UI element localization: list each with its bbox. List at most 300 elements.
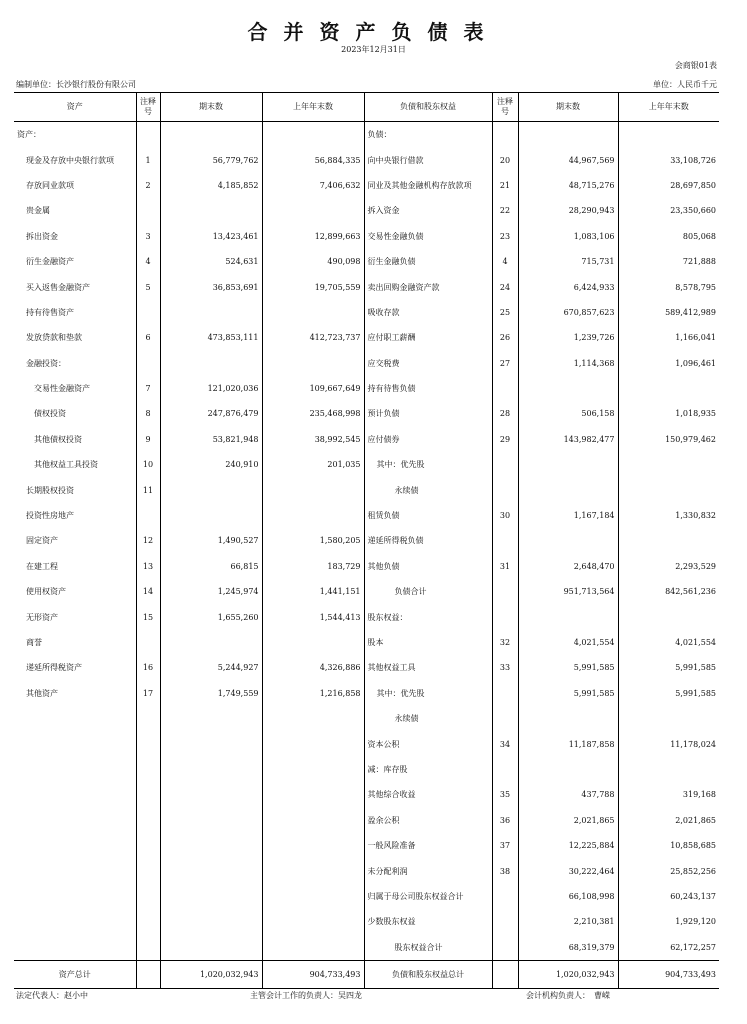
liab-label: 未分配利润 (364, 858, 492, 883)
asset-prior: 235,468,998 (262, 401, 364, 426)
asset-end (160, 630, 262, 655)
liab-label: 同业及其他金融机构存放款项 (364, 173, 492, 198)
liab-note (492, 681, 518, 706)
asset-note (136, 706, 160, 731)
liab-note: 33 (492, 655, 518, 680)
total-asset-prior: 904,733,493 (262, 960, 364, 988)
asset-label (14, 858, 136, 883)
liab-prior (618, 477, 719, 502)
asset-prior (262, 757, 364, 782)
asset-note: 3 (136, 224, 160, 249)
liab-label: 盈余公积 (364, 808, 492, 833)
asset-note (136, 122, 160, 148)
liab-prior: 805,068 (682, 231, 716, 241)
liab-label: 卖出回购金融资产款 (364, 274, 492, 299)
liab-end (518, 604, 618, 629)
report-date: 2023年12月31日 (341, 45, 406, 54)
asset-label (14, 884, 136, 909)
asset-prior: 1,544,413 (262, 604, 364, 629)
asset-label: 衍生金融资产 (14, 249, 136, 274)
table-row (14, 731, 719, 756)
asset-label: 交易性金融资产 (14, 376, 136, 401)
liab-note: 38 (492, 858, 518, 883)
asset-prior (262, 351, 364, 376)
asset-prior (262, 706, 364, 731)
asset-prior: 1,216,858 (262, 681, 364, 706)
liab-note (492, 909, 518, 934)
accounting-dept-head: 会计机构负责人： 曹嵘 (526, 991, 610, 1000)
asset-note: 13 (136, 554, 160, 579)
asset-note: 17 (136, 681, 160, 706)
liab-prior: 5,991,585 (675, 663, 716, 673)
liab-label: 应付职工薪酬 (364, 325, 492, 350)
liab-prior: 33,108,726 (670, 155, 716, 165)
table-row (14, 655, 719, 680)
liab-prior: 150,979,462 (665, 434, 716, 444)
total-liab-prior: 904,733,493 (618, 960, 719, 988)
liab-label: 一般风险准备 (364, 833, 492, 858)
liab-prior: 28,697,850 (670, 180, 716, 190)
legal-representative: 法定代表人：赵小中 (16, 991, 88, 1000)
liab-label: 永续债 (364, 706, 492, 731)
table-row (14, 706, 719, 731)
liab-label: 其他综合收益 (364, 782, 492, 807)
table-row (14, 833, 719, 858)
table-row (14, 604, 719, 629)
asset-label: 商誉 (14, 630, 136, 655)
liab-prior: 23,350,660 (670, 206, 716, 216)
asset-end: 56,779,762 (160, 147, 262, 172)
liab-prior: 8,578,795 (675, 282, 716, 292)
table-row (14, 935, 719, 961)
asset-prior (262, 503, 364, 528)
asset-prior (262, 808, 364, 833)
table-row (14, 427, 719, 452)
table-row (14, 325, 719, 350)
liab-note: 30 (492, 503, 518, 528)
liab-note (492, 477, 518, 502)
asset-prior (262, 731, 364, 756)
liab-note: 24 (492, 274, 518, 299)
liab-prior (618, 376, 719, 401)
asset-end: 473,853,111 (160, 325, 262, 350)
table-row (14, 757, 719, 782)
table-row (14, 884, 719, 909)
total-asset-end: 1,020,032,943 (160, 960, 262, 988)
liab-note: 26 (492, 325, 518, 350)
liab-note: 36 (492, 808, 518, 833)
col-header-end: 期末数 (160, 93, 262, 122)
liab-end: 2,021,865 (518, 808, 618, 833)
liab-label: 归属于母公司股东权益合计 (364, 884, 492, 909)
liab-end (518, 376, 618, 401)
asset-end: 1,490,527 (160, 528, 262, 553)
table-row (14, 782, 719, 807)
asset-note (136, 198, 160, 223)
liab-label: 持有待售负债 (364, 376, 492, 401)
asset-end: 53,821,948 (160, 427, 262, 452)
liab-label: 租赁负债 (364, 503, 492, 528)
currency-unit: 单位：人民币千元 (653, 80, 717, 89)
liab-note: 22 (492, 198, 518, 223)
total-liab-end: 1,020,032,943 (518, 960, 618, 988)
asset-note: 12 (136, 528, 160, 553)
asset-label (14, 935, 136, 961)
liab-end: 506,158 (518, 401, 618, 426)
liab-end: 6,424,933 (518, 274, 618, 299)
asset-end: 1,245,974 (160, 579, 262, 604)
liab-label: 递延所得税负债 (364, 528, 492, 553)
liab-note (492, 528, 518, 553)
liab-end: 951,713,564 (518, 579, 618, 604)
liab-end: 437,788 (518, 782, 618, 807)
asset-end (160, 706, 262, 731)
asset-end (160, 833, 262, 858)
liab-end: 5,991,585 (518, 681, 618, 706)
asset-note (136, 731, 160, 756)
liab-label: 股东权益： (364, 604, 492, 629)
asset-label (14, 706, 136, 731)
liab-prior: 60,243,137 (670, 891, 716, 901)
liab-end: 143,982,477 (518, 427, 618, 452)
asset-note: 8 (136, 401, 160, 426)
col-header-prior: 上年年末数 (262, 93, 364, 122)
col-header-note: 注释号 (136, 93, 160, 122)
liab-label: 资本公积 (364, 731, 492, 756)
table-row (14, 147, 719, 172)
liab-label: 应交税费 (364, 351, 492, 376)
asset-label: 贵金属 (14, 198, 136, 223)
liab-end: 2,210,381 (518, 909, 618, 934)
liab-prior (618, 604, 719, 629)
liab-note: 32 (492, 630, 518, 655)
asset-label: 递延所得税资产 (14, 655, 136, 680)
asset-prior: 56,884,335 (262, 147, 364, 172)
asset-prior (262, 909, 364, 934)
liab-prior: 1,929,120 (675, 917, 716, 927)
table-header-row (14, 93, 719, 122)
asset-note (136, 351, 160, 376)
asset-end: 240,910 (160, 452, 262, 477)
liab-note (492, 452, 518, 477)
liab-end: 1,083,106 (518, 224, 618, 249)
liab-prior: 842,561,236 (665, 587, 716, 597)
asset-end (160, 503, 262, 528)
table-row (14, 376, 719, 401)
liab-note: 31 (492, 554, 518, 579)
asset-note (136, 909, 160, 934)
asset-prior: 1,580,205 (262, 528, 364, 553)
table-row (14, 173, 719, 198)
table-row (14, 503, 719, 528)
liab-prior: 1,330,832 (675, 511, 716, 521)
asset-label (14, 833, 136, 858)
asset-prior: 7,406,632 (262, 173, 364, 198)
col-header-end2: 期末数 (518, 93, 618, 122)
liab-label: 吸收存款 (364, 300, 492, 325)
asset-end (160, 757, 262, 782)
asset-prior: 183,729 (262, 554, 364, 579)
table-row (14, 249, 719, 274)
liab-end (518, 122, 618, 148)
asset-label: 发放贷款和垫款 (14, 325, 136, 350)
asset-prior (262, 122, 364, 148)
liab-label: 股东权益合计 (364, 935, 492, 961)
total-asset-label: 资产总计 (14, 960, 136, 988)
asset-prior: 19,705,559 (262, 274, 364, 299)
liab-end: 48,715,276 (518, 173, 618, 198)
asset-label: 投资性房地产 (14, 503, 136, 528)
liab-end: 1,114,368 (518, 351, 618, 376)
asset-note (136, 833, 160, 858)
liab-prior (618, 122, 719, 148)
asset-end: 524,631 (160, 249, 262, 274)
asset-end (160, 884, 262, 909)
asset-end (160, 477, 262, 502)
liab-label: 拆入资金 (364, 198, 492, 223)
liab-prior: 2,293,529 (675, 561, 716, 571)
liab-label: 衍生金融负债 (364, 249, 492, 274)
liab-note (492, 757, 518, 782)
preparing-entity: 编制单位：长沙银行股份有限公司 (16, 80, 136, 89)
table-row (14, 351, 719, 376)
liab-note: 23 (492, 224, 518, 249)
liab-prior: 2,021,865 (675, 815, 716, 825)
asset-note (136, 630, 160, 655)
asset-end (160, 198, 262, 223)
liab-end: 5,991,585 (518, 655, 618, 680)
asset-label: 固定资产 (14, 528, 136, 553)
asset-end: 36,853,691 (160, 274, 262, 299)
asset-note (136, 858, 160, 883)
liab-prior: 10,858,685 (670, 841, 716, 851)
liab-prior: 319,168 (682, 790, 716, 800)
liab-label: 少数股东权益 (364, 909, 492, 934)
asset-label: 持有待售资产 (14, 300, 136, 325)
asset-label: 存放同业款项 (14, 173, 136, 198)
liab-prior: 25,852,256 (670, 866, 716, 876)
asset-note (136, 884, 160, 909)
asset-label: 使用权资产 (14, 579, 136, 604)
asset-note: 11 (136, 477, 160, 502)
asset-label: 金融投资： (14, 351, 136, 376)
asset-note: 5 (136, 274, 160, 299)
asset-end (160, 909, 262, 934)
asset-label: 资产： (14, 122, 136, 148)
table-row (14, 630, 719, 655)
liab-label: 其中：优先股 (364, 681, 492, 706)
asset-note (136, 757, 160, 782)
liab-prior: 11,178,024 (670, 739, 716, 749)
asset-end (160, 731, 262, 756)
asset-note (136, 935, 160, 961)
asset-label: 无形资产 (14, 604, 136, 629)
liab-end: 670,857,623 (518, 300, 618, 325)
asset-end (160, 858, 262, 883)
liab-note (492, 884, 518, 909)
table-row (14, 858, 719, 883)
table-row (14, 808, 719, 833)
liab-end (518, 452, 618, 477)
table-row (14, 554, 719, 579)
asset-end: 121,020,036 (160, 376, 262, 401)
total-row (14, 960, 719, 988)
liab-end (518, 477, 618, 502)
asset-end: 4,185,852 (160, 173, 262, 198)
asset-prior (262, 782, 364, 807)
liab-label: 减：库存股 (364, 757, 492, 782)
asset-prior: 412,723,737 (262, 325, 364, 350)
liab-note: 25 (492, 300, 518, 325)
asset-note: 15 (136, 604, 160, 629)
table-row (14, 909, 719, 934)
asset-note: 14 (136, 579, 160, 604)
liab-note: 4 (492, 249, 518, 274)
asset-label: 其他权益工具投资 (14, 452, 136, 477)
asset-note (136, 782, 160, 807)
asset-prior (262, 630, 364, 655)
liab-label: 其他负债 (364, 554, 492, 579)
asset-prior (262, 477, 364, 502)
liab-prior: 5,991,585 (675, 688, 716, 698)
col-header-note2: 注释号 (492, 93, 518, 122)
asset-label (14, 757, 136, 782)
liab-prior: 1,018,935 (675, 409, 716, 419)
form-number: 会商银01表 (674, 61, 717, 70)
liab-end: 11,187,858 (518, 731, 618, 756)
asset-label (14, 909, 136, 934)
asset-note: 2 (136, 173, 160, 198)
liab-note (492, 604, 518, 629)
asset-label: 其他资产 (14, 681, 136, 706)
liab-label: 交易性金融负债 (364, 224, 492, 249)
asset-note: 1 (136, 147, 160, 172)
table-row (14, 198, 719, 223)
asset-end (160, 808, 262, 833)
asset-prior (262, 300, 364, 325)
asset-prior: 1,441,151 (262, 579, 364, 604)
liab-end: 66,108,998 (518, 884, 618, 909)
table-row (14, 579, 719, 604)
asset-end (160, 782, 262, 807)
liab-note: 37 (492, 833, 518, 858)
liab-note: 20 (492, 147, 518, 172)
liab-note: 35 (492, 782, 518, 807)
asset-label: 在建工程 (14, 554, 136, 579)
asset-end: 1,655,260 (160, 604, 262, 629)
asset-prior: 109,667,649 (262, 376, 364, 401)
table-row (14, 528, 719, 553)
liab-prior: 721,888 (682, 257, 716, 267)
liab-end (518, 528, 618, 553)
liab-end (518, 706, 618, 731)
asset-prior: 201,035 (262, 452, 364, 477)
asset-end: 66,815 (160, 554, 262, 579)
asset-end: 5,244,927 (160, 655, 262, 680)
asset-label: 长期股权投资 (14, 477, 136, 502)
liab-end: 2,648,470 (518, 554, 618, 579)
liab-end: 1,167,184 (518, 503, 618, 528)
col-header-asset: 资产 (14, 93, 136, 122)
asset-label: 债权投资 (14, 401, 136, 426)
table-row (14, 300, 719, 325)
asset-end: 13,423,461 (160, 224, 262, 249)
liab-label: 负债： (364, 122, 492, 148)
asset-label: 买入返售金融资产 (14, 274, 136, 299)
asset-prior: 4,326,886 (262, 655, 364, 680)
asset-end: 247,876,479 (160, 401, 262, 426)
table-row (14, 452, 719, 477)
asset-prior (262, 198, 364, 223)
asset-note (136, 503, 160, 528)
liab-note (492, 579, 518, 604)
asset-note (136, 808, 160, 833)
table-row (14, 224, 719, 249)
asset-prior: 38,992,545 (262, 427, 364, 452)
asset-prior: 12,899,663 (262, 224, 364, 249)
liab-end (518, 757, 618, 782)
asset-prior (262, 884, 364, 909)
asset-end: 1,749,559 (160, 681, 262, 706)
liab-end: 28,290,943 (518, 198, 618, 223)
asset-label: 其他债权投资 (14, 427, 136, 452)
asset-end (160, 300, 262, 325)
asset-prior (262, 858, 364, 883)
liab-prior: 62,172,257 (670, 942, 716, 952)
liab-prior: 1,096,461 (675, 358, 716, 368)
liab-label: 负债合计 (364, 579, 492, 604)
liab-end: 1,239,726 (518, 325, 618, 350)
asset-note (136, 300, 160, 325)
asset-label: 现金及存放中央银行款项 (14, 147, 136, 172)
asset-end (160, 122, 262, 148)
liab-end: 12,225,884 (518, 833, 618, 858)
asset-label (14, 782, 136, 807)
liab-label: 向中央银行借款 (364, 147, 492, 172)
asset-note: 4 (136, 249, 160, 274)
liab-end: 4,021,554 (518, 630, 618, 655)
table-row (14, 681, 719, 706)
liab-note: 28 (492, 401, 518, 426)
liab-prior (618, 452, 719, 477)
liab-note (492, 376, 518, 401)
col-header-liab: 负债和股东权益 (364, 93, 492, 122)
liab-label: 其中：优先股 (364, 452, 492, 477)
table-row (14, 122, 719, 148)
liab-prior (618, 528, 719, 553)
liab-prior: 589,412,989 (665, 307, 716, 317)
balance-sheet-table (14, 92, 719, 989)
col-header-prior2: 上年年末数 (618, 93, 719, 122)
liab-prior (618, 706, 719, 731)
liab-label: 股本 (364, 630, 492, 655)
asset-note: 7 (136, 376, 160, 401)
asset-label: 拆出资金 (14, 224, 136, 249)
liab-note: 21 (492, 173, 518, 198)
table-row (14, 477, 719, 502)
liab-end: 30,222,464 (518, 858, 618, 883)
liab-label: 永续债 (364, 477, 492, 502)
table-row (14, 401, 719, 426)
liab-note (492, 706, 518, 731)
liab-note: 29 (492, 427, 518, 452)
liab-end: 44,967,569 (518, 147, 618, 172)
asset-prior (262, 935, 364, 961)
liab-label: 其他权益工具 (364, 655, 492, 680)
liab-note (492, 122, 518, 148)
liab-label: 应付债券 (364, 427, 492, 452)
liab-prior: 4,021,554 (675, 638, 716, 647)
